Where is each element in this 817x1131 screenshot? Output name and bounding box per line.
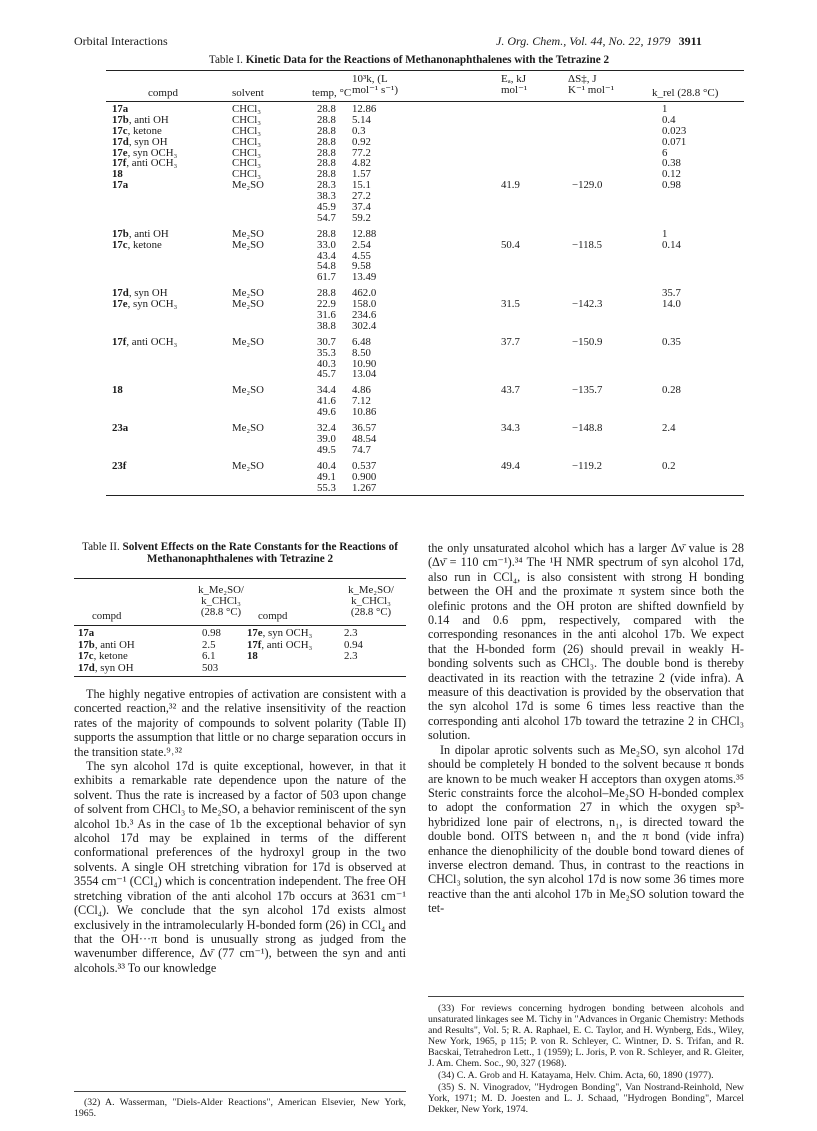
- cell-compd: [112, 180, 128, 191]
- col-rate-constant: [352, 74, 398, 95]
- footnote-35: (35) S. N. Vinogradov, "Hydrogen Bonding", Van Nostrand-Reinhold, New York, 1971; M. D. Joesten and L. J. Schaad, "Hydrogen Bonding", Marcel Dekker, New York, 1974.: [428, 1082, 744, 1115]
- col-compd: compd: [148, 87, 178, 99]
- footnote-32: (32) A. Wasserman, "Diels-Alder Reactions", American Elsevier, New York, 1965.: [74, 1097, 406, 1119]
- cell-temp: 28.8: [317, 124, 336, 137]
- table1-row: [106, 115, 744, 126]
- cell-k: 158.0: [352, 298, 377, 311]
- compound-descriptor: , ketone: [93, 650, 128, 662]
- compound-descriptor: , anti OH: [128, 113, 169, 126]
- cell-k: 10.90: [352, 357, 377, 370]
- table2-title: Solvent Effects on the Rate Constants for the Reactions of Methanonaphthalenes with Tetrazine 2: [122, 541, 398, 565]
- cell-k: 12.86: [352, 103, 377, 115]
- cell-solvent: Me₂SO: [232, 227, 264, 240]
- col-ea-line1: Eₐ, kJ: [501, 73, 527, 85]
- compound-number: 17c: [112, 238, 128, 251]
- footnote-rule-right: [428, 996, 744, 997]
- compound-number: 17b: [112, 227, 129, 240]
- right-paragraph-1: the only unsaturated alcohol which has a larger Δν̄ value is 28 (Δν̄ = 110 cm⁻¹).³⁴ The ¹H NMR spectrum of syn alcohol 17d, also run in CCl₄, is also consistent with strong H bonding between the OH and the proximate π system since both the olefinic protons and the OH proton are shifted downfield by 0.14 and 0.6 ppm, respectively, compared with the corresponding resonances in the anti alcohol 17b. We expect that the H-bonded form (26) should prevail in weakly H-bonding solvents such as CHCl₃. The double bond is thereby deactivated in its reaction with the tetrazine 2 (vide infra). A measure of this deactivation is provided by the observation that the syn alcohol 17d is some 6 times less reactive than the corresponding anti alcohol 17b toward the tetrazine 2 in CHCl₃ solution.: [428, 541, 744, 743]
- cell-temp: 31.6: [317, 309, 336, 322]
- table1-row: [106, 158, 744, 169]
- cell-k: 4.55: [352, 249, 371, 262]
- cell-temp: 33.0: [317, 238, 336, 251]
- table1-row: [106, 180, 744, 191]
- footnote-34: (34) C. A. Grob and H. Katayama, Helv. Chim. Acta, 60, 1890 (1977).: [438, 1070, 714, 1081]
- cell-compd: [112, 299, 177, 310]
- compound-number: 17a: [112, 103, 129, 115]
- cell-k: 37.4: [352, 201, 371, 214]
- cell-k: 4.86: [352, 384, 371, 397]
- cell-k: 302.4: [352, 319, 377, 332]
- compound-descriptor: , syn OCH₃: [127, 298, 178, 311]
- compound-number: 18: [112, 384, 123, 397]
- cell-solvent: Me₂SO: [232, 298, 264, 311]
- cell-temp: 40.4: [317, 459, 336, 472]
- footnote-rule-left: [74, 1091, 406, 1092]
- running-header-left: Orbital Interactions: [74, 34, 168, 48]
- col-ds-line1: ΔS‡, J: [568, 73, 597, 85]
- running-header-right: [496, 34, 702, 49]
- compound-descriptor: , ketone: [127, 238, 162, 251]
- cell-krel: 0.12: [662, 168, 681, 181]
- compound-descriptor: , syn OCH₃: [262, 627, 313, 639]
- cell-temp: 49.5: [317, 443, 336, 456]
- compound-number: 23a: [112, 422, 129, 435]
- cell-solvent: Me₂SO: [232, 335, 264, 348]
- cell-k: 74.7: [352, 443, 371, 456]
- compound-descriptor: , syn OH: [94, 661, 134, 674]
- cell-krel: 1: [662, 103, 668, 115]
- compound-number: 17a: [78, 627, 95, 639]
- cell-ds: −119.2: [572, 459, 602, 472]
- cell-ds: −118.5: [572, 238, 602, 251]
- cell-temp: 28.8: [317, 157, 336, 170]
- cell-solvent: Me₂SO: [232, 459, 264, 472]
- table1-title: Kinetic Data for the Reactions of Methanonaphthalenes with the Tetrazine 2: [245, 54, 610, 66]
- cell-k: 8.50: [352, 346, 371, 359]
- cell-ds: −135.7: [572, 384, 603, 397]
- cell-ds: −129.0: [572, 179, 603, 192]
- cell-temp: 34.4: [317, 384, 336, 397]
- cell-krel: 6: [662, 146, 668, 159]
- cell-k: 7.12: [352, 395, 371, 408]
- cell-temp: 49.1: [317, 470, 336, 483]
- cell-solvent: Me₂SO: [232, 238, 264, 251]
- cell-krel: 0.38: [662, 157, 681, 170]
- cell-temp: 45.9: [317, 201, 336, 214]
- cell-k: 12.88: [352, 227, 377, 240]
- cell-krel: 0.023: [662, 124, 687, 137]
- compound-number: 17d: [112, 287, 129, 300]
- right-paragraph-2: In dipolar aprotic solvents such as Me₂SO, syn alcohol 17d should be completely H bonded to the solvent because π bonds are known to be much weaker H acceptors than oxygen atoms.³⁵ Steric constraints force the alcohol–Me₂SO H-bonded complex to adopt the conformation 27 in which the oxygen sp³-hybridized lone pair of electrons, n₁, is directed toward the double bond. OITS between n₁ and the π bond (vide infra) enhance the dienophilicity of the double bond toward dienes of inverse electron demand. Thus, in contrast to the reactions in CHCl₃ solution, the syn alcohol 17d is now some 36 times more reactive than the anti alcohol 17b in Me₂SO solution toward the tet-: [428, 742, 744, 916]
- table1-row: [106, 299, 744, 310]
- cell-temp: 54.7: [317, 211, 336, 224]
- cell-krel: 0.14: [662, 238, 681, 251]
- right-column-text: [428, 541, 744, 916]
- table1-row: [106, 461, 744, 472]
- cell-ratio-b: 2.3: [344, 650, 358, 662]
- cell-compd: [112, 461, 126, 472]
- cell-compd: [112, 337, 177, 348]
- cell-ds: −150.9: [572, 335, 603, 348]
- cell-temp: 32.4: [317, 422, 336, 435]
- table1-row: [106, 202, 744, 213]
- col-temp: temp, °C: [312, 87, 352, 99]
- compound-descriptor: , anti OH: [94, 638, 135, 651]
- left-paragraph-1: The highly negative entropies of activation are consistent with a concerted reaction,³² and the relative insensitivity of the reaction rates of the majority of compounds to solvent polarity (Table II) supports the assumption that little or no charge separation occurs in the transition state.⁹˒³²: [74, 687, 406, 759]
- cell-ea: 31.5: [501, 298, 520, 311]
- col-ea-line2: mol⁻¹: [501, 83, 528, 96]
- cell-k: 36.57: [352, 422, 377, 435]
- cell-temp: 35.3: [317, 346, 336, 359]
- compound-number: 17e: [247, 627, 263, 639]
- cell-krel: 2.4: [662, 422, 676, 435]
- table2-caption: [74, 541, 406, 565]
- table2-label: Table II.: [82, 541, 120, 553]
- cell-temp: 61.7: [317, 271, 336, 284]
- compound-descriptor: , anti OH: [128, 227, 169, 240]
- cell-ratio-a: 0.98: [202, 627, 221, 639]
- cell-temp: 28.8: [317, 135, 336, 148]
- table1-row: [106, 445, 744, 456]
- table1-row: [106, 126, 744, 137]
- table1-row: [106, 321, 744, 332]
- compound-number: 17c: [112, 124, 128, 137]
- table1-row: [106, 251, 744, 262]
- cell-solvent: CHCl₃: [232, 135, 261, 148]
- cell-k: 13.49: [352, 271, 377, 284]
- cell-temp: 55.3: [317, 481, 336, 494]
- cell-k: 1.267: [352, 481, 377, 494]
- cell-ratio-b: 0.94: [344, 638, 363, 651]
- cell-temp: 22.9: [317, 298, 336, 311]
- table1-row: [106, 137, 744, 148]
- cell-solvent: CHCl₃: [232, 113, 261, 126]
- table1-body: [106, 102, 744, 495]
- cell-k: 27.2: [352, 190, 371, 203]
- cell-k: 59.2: [352, 211, 371, 224]
- cell-krel: 0.35: [662, 335, 681, 348]
- compound-descriptor: , ketone: [127, 124, 162, 137]
- cell-k: 9.58: [352, 260, 371, 273]
- table1-row: [106, 288, 744, 299]
- cell-krel: 14.0: [662, 298, 681, 311]
- t2-ratio-b-line1: k_Me₂SO/: [348, 584, 394, 596]
- compound-number: 17b: [78, 638, 95, 651]
- col-rate-line2: mol⁻¹ s⁻¹): [352, 83, 399, 96]
- table1-row: [106, 104, 744, 115]
- cell-k: 234.6: [352, 309, 377, 322]
- table1-row: [106, 169, 744, 180]
- journal-citation: J. Org. Chem., Vol. 44, No. 22, 1979: [496, 34, 671, 48]
- cell-compd-a: [78, 663, 134, 675]
- table1-row: [106, 348, 744, 359]
- table1-row: [106, 472, 744, 483]
- cell-ratio-a: 503: [202, 661, 219, 674]
- left-column-text: [74, 687, 406, 975]
- col-activation-energy: [501, 74, 527, 95]
- cell-k: 0.92: [352, 135, 371, 148]
- cell-temp: 28.8: [317, 168, 336, 181]
- cell-solvent: Me₂SO: [232, 422, 264, 435]
- cell-solvent: CHCl₃: [232, 124, 261, 137]
- cell-k: 0.3: [352, 124, 366, 137]
- table1-row: [106, 483, 744, 494]
- table1-row: [106, 191, 744, 202]
- cell-solvent: CHCl₃: [232, 157, 261, 170]
- cell-solvent: Me₂SO: [232, 287, 264, 300]
- t2-col-compd-a: compd: [92, 610, 122, 622]
- table1-row: [106, 240, 744, 251]
- table1: [106, 70, 744, 496]
- compound-number: 17e: [112, 146, 128, 159]
- t2-col-ratio-b: [336, 585, 406, 618]
- compound-number: 17f: [112, 335, 127, 348]
- cell-solvent: CHCl₃: [232, 168, 261, 181]
- compound-number: 17d: [112, 135, 129, 148]
- cell-k: 4.82: [352, 157, 371, 170]
- compound-number: 17a: [112, 179, 129, 192]
- compound-descriptor: , anti OCH₃: [261, 638, 313, 651]
- table1-row: [106, 423, 744, 434]
- compound-descriptor: , syn OCH₃: [127, 146, 178, 159]
- col-rate-line1: 10³k, (L: [352, 73, 388, 85]
- cell-krel: 0.28: [662, 384, 681, 397]
- cell-k: 77.2: [352, 146, 371, 159]
- cell-temp: 28.8: [317, 103, 336, 115]
- cell-k: 5.14: [352, 113, 371, 126]
- table1-row: [106, 396, 744, 407]
- compound-number: 17d: [78, 661, 95, 674]
- cell-ea: 49.4: [501, 459, 520, 472]
- cell-krel: 0.071: [662, 135, 687, 148]
- cell-ds: −148.8: [572, 422, 603, 435]
- table2-body: [74, 626, 406, 676]
- cell-ea: 43.7: [501, 384, 520, 397]
- compound-number: 23f: [112, 459, 127, 472]
- cell-solvent: CHCl₃: [232, 146, 261, 159]
- table2-header: [74, 579, 406, 626]
- cell-temp: 43.4: [317, 249, 336, 262]
- cell-k: 13.04: [352, 368, 377, 381]
- table1-row: [106, 337, 744, 348]
- cell-k: 2.54: [352, 238, 371, 251]
- compound-number: 17e: [112, 298, 128, 311]
- table1-row: [106, 385, 744, 396]
- cell-k: 15.1: [352, 179, 371, 192]
- compound-number: 18: [247, 650, 258, 662]
- cell-krel: 0.2: [662, 459, 676, 472]
- footnote-33: (33) For reviews concerning hydrogen bonding between alcohols and unsaturated linkages see M. Tichy in "Advances in Organic Chemistry: Methods and Results", Vol. 5; R. A. Raphael, E. C. Taylor, and H. Wynberg, Eds., Wiley, New York, 1965, p 115; P. von R. Schleyer, C. Wintner, D. S. Trifan, and R. Bacskai, Tetrahedron Lett., 1 (1959); L. Joris, P. von R. Schleyer, and R. Gleiter, J. Am. Chem. Soc., 90, 327 (1968).: [428, 1003, 744, 1069]
- table1-row: [106, 434, 744, 445]
- cell-temp: 40.3: [317, 357, 336, 370]
- table1-label: Table I.: [208, 54, 243, 66]
- cell-k: 462.0: [352, 287, 377, 300]
- cell-temp: 54.8: [317, 260, 336, 273]
- t2-ratio-a-line1: k_Me₂SO/: [198, 584, 244, 596]
- left-paragraph-2: The syn alcohol 17d is quite exceptional, however, in that it exhibits a remarkable rate dependence upon the nature of the solvent. Thus the rate is increased by a factor of 503 upon change of solvent from CHCl₃ to Me₂SO, a behavior reminiscent of the syn alcohol 1b.³ As in the case of 1b the exceptional behavior of syn alcohol 17d may be explained in terms of the different conformational preferences of the hydroxyl group in the two solvents. A single OH stretching vibration for 17d is observed at 3554 cm⁻¹ (CCl₄) which is concentration independent. The free OH stretching vibration of the anti alcohol 17b occurs at 3631 cm⁻¹ (CCl₄). We conclude that the syn alcohol 17d exists almost exclusively in the intramolecularly H-bonded form (26) in CCl₄ and that the OH···π bond is unusually strong as judged from the wavenumber difference, Δν̄ (77 cm⁻¹), between the syn and anti alcohols.³³ To our knowledge: [74, 759, 406, 975]
- compound-number: 17f: [247, 638, 262, 651]
- cell-ea: 41.9: [501, 179, 520, 192]
- compound-number: 17b: [112, 113, 129, 126]
- compound-number: 17f: [112, 157, 127, 170]
- table1-header: [106, 71, 744, 102]
- col-krel: k_rel (28.8 °C): [652, 87, 719, 99]
- cell-temp: 28.8: [317, 227, 336, 240]
- cell-temp: 49.6: [317, 406, 336, 419]
- cell-ds: −142.3: [572, 298, 603, 311]
- footnotes-left: [74, 1097, 406, 1120]
- cell-krel: 35.7: [662, 287, 681, 300]
- table1-row: [106, 229, 744, 240]
- cell-ea: 50.4: [501, 238, 520, 251]
- t2-ratio-a-line3: (28.8 °C): [200, 606, 242, 618]
- cell-temp: 41.6: [317, 395, 336, 408]
- cell-temp: 45.7: [317, 368, 336, 381]
- cell-krel: 1: [662, 227, 668, 240]
- cell-compd-b: [247, 651, 258, 663]
- cell-compd: [112, 240, 162, 251]
- compound-number: 18: [112, 168, 123, 181]
- compound-descriptor: , syn OH: [128, 135, 168, 148]
- table1-row: [106, 359, 744, 370]
- cell-krel: 0.98: [662, 179, 681, 192]
- cell-k: 10.86: [352, 406, 377, 419]
- footnotes-right: [428, 1003, 744, 1116]
- t2-ratio-b-line2: k_CHCl₃: [351, 595, 391, 607]
- table1-row: [106, 310, 744, 321]
- cell-k: 1.57: [352, 168, 371, 181]
- table1-row: [106, 272, 744, 283]
- cell-compd: [112, 423, 128, 434]
- cell-temp: 28.8: [317, 113, 336, 126]
- page-number: 3911: [678, 34, 702, 48]
- table1-row: [106, 213, 744, 224]
- cell-solvent: Me₂SO: [232, 179, 264, 192]
- cell-ea: 34.3: [501, 422, 520, 435]
- cell-krel: 0.4: [662, 113, 676, 126]
- cell-ratio-a: 2.5: [202, 638, 216, 651]
- cell-k: 48.54: [352, 432, 377, 445]
- cell-temp: 38.3: [317, 190, 336, 203]
- cell-solvent: CHCl₃: [232, 103, 261, 115]
- cell-temp: 28.8: [317, 146, 336, 159]
- cell-compd: [112, 385, 123, 396]
- col-ds-line2: K⁻¹ mol⁻¹: [568, 83, 615, 96]
- t2-ratio-a-line2: k_CHCl₃: [201, 595, 241, 607]
- t2-ratio-b-line3: (28.8 °C): [350, 606, 392, 618]
- cell-ratio-a: 6.1: [202, 650, 216, 662]
- t2-col-ratio-a: [186, 585, 256, 618]
- cell-k: 6.48: [352, 335, 371, 348]
- cell-temp: 30.7: [317, 335, 336, 348]
- cell-temp: 28.3: [317, 179, 336, 192]
- cell-solvent: Me₂SO: [232, 384, 264, 397]
- cell-temp: 28.8: [317, 287, 336, 300]
- compound-descriptor: , anti OCH₃: [126, 335, 178, 348]
- table1-row: [106, 148, 744, 159]
- cell-temp: 39.0: [317, 432, 336, 445]
- compound-descriptor: , syn OH: [128, 287, 168, 300]
- compound-number: 17c: [78, 650, 94, 662]
- table1-caption: [74, 54, 744, 66]
- cell-ea: 37.7: [501, 335, 520, 348]
- cell-temp: 38.8: [317, 319, 336, 332]
- compound-descriptor: , anti OCH₃: [126, 157, 178, 170]
- cell-k: 0.900: [352, 470, 377, 483]
- table2: [74, 578, 406, 677]
- col-solvent: solvent: [232, 87, 264, 99]
- t2-col-compd-b: compd: [258, 610, 288, 622]
- table1-row: [106, 369, 744, 380]
- col-activation-entropy: [568, 74, 614, 95]
- table1-row: [106, 407, 744, 418]
- cell-k: 0.537: [352, 459, 377, 472]
- table2-row: [74, 663, 406, 675]
- table1-row: [106, 261, 744, 272]
- cell-ratio-b: 2.3: [344, 627, 358, 639]
